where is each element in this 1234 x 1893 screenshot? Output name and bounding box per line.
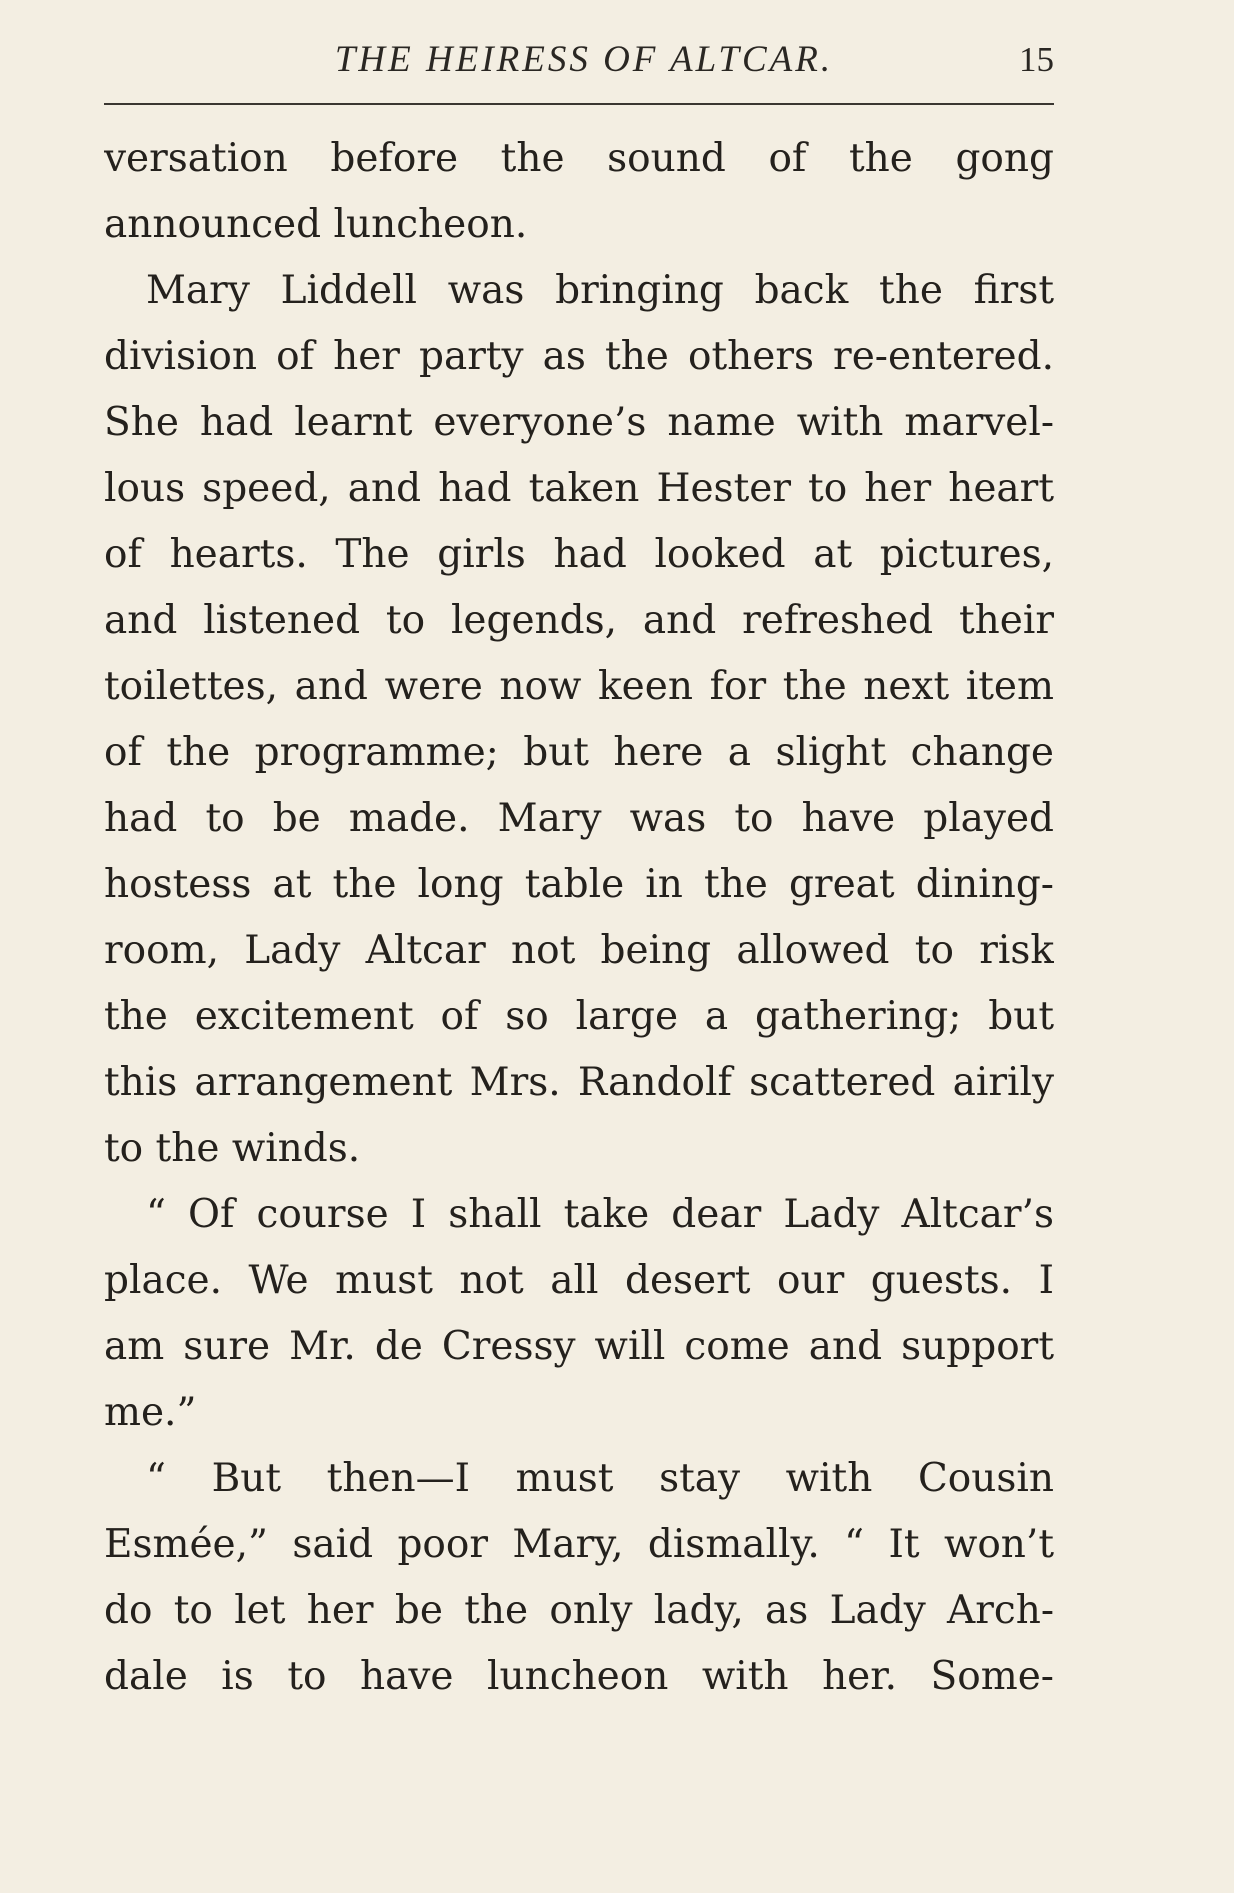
text-line: to the winds. [104, 1126, 361, 1171]
text-line: am sure Mr. de Cressy will come and support [104, 1324, 1054, 1369]
text-line: division of her party as the others re-entered. [104, 334, 1054, 379]
text-line: of hearts. The girls had looked at pictures, [104, 532, 1054, 577]
text-line: Esmée,” said poor Mary, dismally. “ It won’t [104, 1522, 1054, 1567]
text-line: and listened to legends, and refreshed their [104, 598, 1054, 643]
text-line: of the programme; but here a slight change [104, 730, 1054, 775]
text-line: had to be made. Mary was to have played [104, 796, 1054, 841]
text-line: “ Of course I shall take dear Lady Altcar’s [146, 1192, 1054, 1237]
text-line: dale is to have luncheon with her. Some- [104, 1654, 1054, 1699]
text-line: place. We must not all desert our guests. I [104, 1258, 1054, 1303]
text-line: “ But then—I must stay with Cousin [146, 1456, 1054, 1501]
text-line: this arrangement Mrs. Randolf scattered airily [104, 1060, 1054, 1105]
text-line: room, Lady Altcar not being allowed to risk [104, 928, 1054, 973]
text-line: lous speed, and had taken Hester to her heart [104, 466, 1054, 511]
text-line: announced luncheon. [104, 202, 528, 247]
header-rule [104, 103, 1054, 105]
body-text [104, 126, 1054, 1710]
text-line: me.” [104, 1390, 197, 1435]
page-number: 15 [1019, 40, 1054, 79]
text-line: hostess at the long table in the great dining- [104, 862, 1054, 907]
text-line: do to let her be the only lady, as Lady Arch- [104, 1588, 1054, 1633]
text-line: Mary Liddell was bringing back the first [146, 268, 1054, 313]
text-line: toilettes, and were now keen for the next item [104, 664, 1054, 709]
text-line: She had learnt everyone’s name with marvel- [104, 400, 1054, 445]
text-line: versation before the sound of the gong [104, 136, 1054, 181]
text-line: the excitement of so large a gathering; but [104, 994, 1054, 1039]
running-title: THE HEIRESS OF ALTCAR. [334, 39, 834, 80]
page-header [104, 38, 1054, 88]
